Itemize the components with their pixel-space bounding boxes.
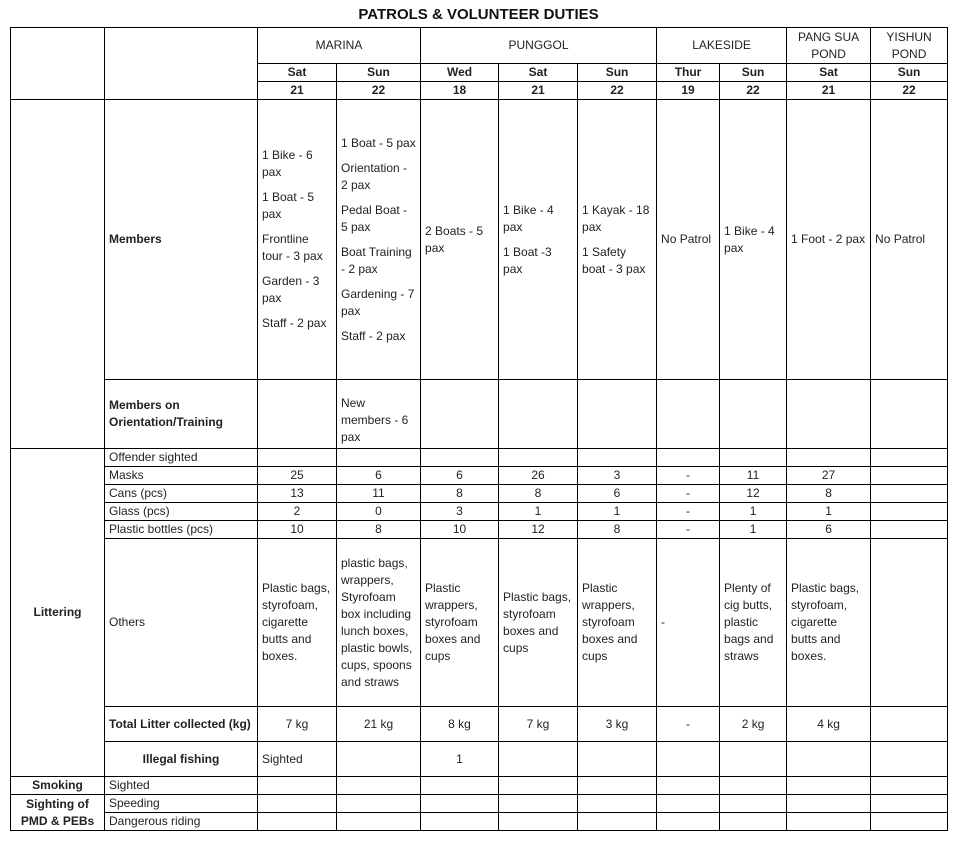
- member-entry: Staff - 2 pax: [341, 328, 406, 343]
- blank-category-cell: [11, 100, 105, 449]
- members-cell: [720, 100, 787, 380]
- member-entry: Boat Training - 2 pax: [341, 244, 412, 276]
- member-entry: 1 Bike - 6 pax: [262, 148, 313, 179]
- location-marina: MARINA: [258, 28, 421, 64]
- total-litter-cell: 7 kg: [499, 707, 578, 742]
- empty-cell: [720, 813, 787, 831]
- members-cell: [787, 100, 871, 380]
- orientation-cell: [871, 380, 948, 449]
- empty-cell: [657, 795, 720, 813]
- dangerous-riding-label: Dangerous riding: [105, 813, 258, 831]
- empty-cell: [337, 813, 421, 831]
- litter-count-cell: 1: [720, 521, 787, 539]
- pmd-speeding-row: [11, 795, 948, 813]
- illegal-fishing-row: [11, 742, 948, 777]
- litter-row: [11, 485, 948, 503]
- member-entry: 1 Bike - 4 pax: [503, 202, 554, 234]
- members-cell: [871, 100, 948, 380]
- litter-count-cell: 6: [421, 467, 499, 485]
- members-cell: [421, 100, 499, 380]
- litter-row: [11, 521, 948, 539]
- members-row: [11, 100, 948, 380]
- total-litter-cell: 21 kg: [337, 707, 421, 742]
- orientation-cell: New members - 6 pax: [337, 380, 421, 449]
- litter-count-cell: 3: [421, 503, 499, 521]
- total-litter-cell: 7 kg: [258, 707, 337, 742]
- litter-count-cell: 0: [337, 503, 421, 521]
- total-litter-cell: [871, 707, 948, 742]
- orientation-cell: [258, 380, 337, 449]
- member-entry: Orientation - 2 pax: [341, 160, 408, 192]
- member-entry: 1 Boat - 5 pax: [341, 135, 416, 150]
- day-header: Sat: [258, 64, 337, 82]
- empty-cell: [258, 777, 337, 795]
- illegal-fishing-cell: [720, 742, 787, 777]
- date-header: 22: [578, 82, 657, 100]
- empty-cell: [787, 777, 871, 795]
- member-entry: Garden - 3 pax: [262, 274, 320, 305]
- offender-cell: [499, 449, 578, 467]
- member-entry: Frontline tour - 3 pax: [262, 232, 323, 263]
- empty-cell: [657, 813, 720, 831]
- offender-cell: [657, 449, 720, 467]
- member-entry: 1 Foot - 2 pax: [791, 232, 866, 246]
- member-entry: 1 Bike - 4 pax: [724, 223, 775, 255]
- member-entry: 1 Safety boat - 3 pax: [582, 244, 646, 276]
- litter-count-cell: 6: [337, 467, 421, 485]
- member-entry: No Patrol: [875, 232, 926, 246]
- empty-cell: [787, 813, 871, 831]
- date-header: 18: [421, 82, 499, 100]
- day-header: Sun: [720, 64, 787, 82]
- day-header: Sun: [871, 64, 948, 82]
- litter-label: Cans (pcs): [105, 485, 258, 503]
- illegal-fishing-cell: [578, 742, 657, 777]
- smoking-category: Smoking: [11, 777, 105, 795]
- litter-count-cell: 12: [499, 521, 578, 539]
- illegal-fishing-cell: [787, 742, 871, 777]
- offender-cell: [787, 449, 871, 467]
- litter-count-cell: 25: [258, 467, 337, 485]
- others-cell: Plastic bags, styrofoam, cigarette butts and boxes.: [787, 539, 871, 707]
- pmd-category: Sighting of PMD & PEBs: [11, 795, 105, 831]
- others-cell: Plastic bags, styrofoam, cigarette butts and boxes.: [258, 539, 337, 707]
- document-title: PATROLS & VOLUNTEER DUTIES: [358, 6, 599, 23]
- litter-count-cell: 12: [720, 485, 787, 503]
- location-punggol: PUNGGOL: [421, 28, 657, 64]
- orientation-row: [11, 380, 948, 449]
- total-litter-row: [11, 707, 948, 742]
- litter-count-cell: 8: [337, 521, 421, 539]
- offender-cell: [421, 449, 499, 467]
- member-entry: Pedal Boat - 5 pax: [341, 202, 408, 234]
- litter-count-cell: -: [657, 485, 720, 503]
- total-litter-label: Total Litter collected (kg): [105, 707, 258, 742]
- members-cell: [337, 100, 421, 380]
- litter-count-cell: 2: [258, 503, 337, 521]
- member-entry: 1 Boat - 5 pax: [262, 190, 315, 221]
- empty-cell: [421, 777, 499, 795]
- others-cell: Plastic wrappers, styrofoam boxes and cups: [421, 539, 499, 707]
- litter-count-cell: 8: [578, 521, 657, 539]
- empty-cell: [657, 777, 720, 795]
- litter-count-cell: [871, 503, 948, 521]
- illegal-fishing-cell: [337, 742, 421, 777]
- date-header: 21: [499, 82, 578, 100]
- empty-cell: [258, 813, 337, 831]
- member-entry: Gardening - 7 pax: [341, 286, 415, 318]
- illegal-fishing-cell: [657, 742, 720, 777]
- litter-count-cell: [871, 485, 948, 503]
- others-row: [11, 539, 948, 707]
- others-cell: [871, 539, 948, 707]
- location-lakeside: LAKESIDE: [657, 28, 787, 64]
- empty-cell: [258, 795, 337, 813]
- date-header: 22: [720, 82, 787, 100]
- litter-count-cell: -: [657, 521, 720, 539]
- empty-cell: [499, 813, 578, 831]
- members-cell: [578, 100, 657, 380]
- orientation-cell: [499, 380, 578, 449]
- orientation-cell: [720, 380, 787, 449]
- littering-category: Littering: [11, 449, 105, 777]
- litter-count-cell: 8: [421, 485, 499, 503]
- empty-cell: [578, 813, 657, 831]
- litter-count-cell: 11: [337, 485, 421, 503]
- date-header: 22: [871, 82, 948, 100]
- litter-row: [11, 503, 948, 521]
- date-header: 21: [787, 82, 871, 100]
- illegal-fishing-category: Illegal fishing: [105, 742, 258, 777]
- litter-count-cell: 1: [499, 503, 578, 521]
- blank-header-cell: [105, 28, 258, 100]
- total-litter-cell: 2 kg: [720, 707, 787, 742]
- empty-cell: [720, 795, 787, 813]
- offender-sighted-label: Offender sighted: [105, 449, 258, 467]
- illegal-fishing-cell: [871, 742, 948, 777]
- speeding-label: Speeding: [105, 795, 258, 813]
- litter-count-cell: 26: [499, 467, 578, 485]
- day-header: Sun: [578, 64, 657, 82]
- empty-cell: [787, 795, 871, 813]
- empty-cell: [871, 813, 948, 831]
- patrol-duty-table: [10, 27, 948, 831]
- day-header: Sun: [337, 64, 421, 82]
- illegal-fishing-cell: [499, 742, 578, 777]
- litter-count-cell: 13: [258, 485, 337, 503]
- litter-count-cell: 8: [499, 485, 578, 503]
- offender-row: [11, 449, 948, 467]
- member-entry: 1 Boat -3 pax: [503, 244, 552, 276]
- illegal-fishing-cell: 1: [421, 742, 499, 777]
- litter-count-cell: -: [657, 503, 720, 521]
- empty-cell: [871, 795, 948, 813]
- litter-count-cell: -: [657, 467, 720, 485]
- others-cell: Plenty of cig butts, plastic bags and straws: [720, 539, 787, 707]
- litter-count-cell: 1: [578, 503, 657, 521]
- members-label: Members: [105, 100, 258, 380]
- orientation-cell: [578, 380, 657, 449]
- members-cell: [499, 100, 578, 380]
- litter-count-cell: 6: [787, 521, 871, 539]
- total-litter-cell: -: [657, 707, 720, 742]
- day-header: Thur: [657, 64, 720, 82]
- empty-cell: [499, 795, 578, 813]
- orientation-cell: [421, 380, 499, 449]
- litter-count-cell: 27: [787, 467, 871, 485]
- empty-cell: [499, 777, 578, 795]
- location-header-row: [11, 28, 948, 64]
- others-cell: Plastic wrappers, styrofoam boxes and cups: [578, 539, 657, 707]
- litter-count-cell: 6: [578, 485, 657, 503]
- orientation-cell: [657, 380, 720, 449]
- empty-cell: [421, 795, 499, 813]
- member-entry: No Patrol: [661, 232, 712, 246]
- date-header: 22: [337, 82, 421, 100]
- litter-row: [11, 467, 948, 485]
- location-pang-sua-pond: PANG SUA POND: [787, 28, 871, 64]
- litter-count-cell: 10: [421, 521, 499, 539]
- litter-count-cell: 1: [720, 503, 787, 521]
- orientation-cell: [787, 380, 871, 449]
- members-cell: [258, 100, 337, 380]
- others-cell: Plastic bags, styrofoam boxes and cups: [499, 539, 578, 707]
- offender-cell: [871, 449, 948, 467]
- day-header: Sat: [787, 64, 871, 82]
- illegal-fishing-sighted-label: Sighted: [258, 742, 337, 777]
- litter-count-cell: 1: [787, 503, 871, 521]
- total-litter-cell: 3 kg: [578, 707, 657, 742]
- date-header: 19: [657, 82, 720, 100]
- smoking-row: [11, 777, 948, 795]
- litter-label: Glass (pcs): [105, 503, 258, 521]
- member-entry: 1 Kayak - 18 pax: [582, 202, 650, 234]
- day-header: Sat: [499, 64, 578, 82]
- litter-count-cell: [871, 467, 948, 485]
- empty-cell: [578, 777, 657, 795]
- litter-label: Plastic bottles (pcs): [105, 521, 258, 539]
- empty-cell: [578, 795, 657, 813]
- others-cell: -: [657, 539, 720, 707]
- members-cell: [657, 100, 720, 380]
- empty-cell: [421, 813, 499, 831]
- member-entry: Staff - 2 pax: [262, 316, 327, 330]
- blank-header-cell: [11, 28, 105, 100]
- litter-count-cell: 10: [258, 521, 337, 539]
- empty-cell: [720, 777, 787, 795]
- orientation-label: Members on Orientation/Training: [105, 380, 258, 449]
- empty-cell: [337, 777, 421, 795]
- member-entry: 2 Boats - 5 pax: [425, 223, 484, 255]
- day-header: Wed: [421, 64, 499, 82]
- litter-count-cell: 11: [720, 467, 787, 485]
- litter-count-cell: 8: [787, 485, 871, 503]
- offender-cell: [578, 449, 657, 467]
- others-label: Others: [105, 539, 258, 707]
- pmd-dangerous-row: [11, 813, 948, 831]
- litter-label: Masks: [105, 467, 258, 485]
- date-header: 21: [258, 82, 337, 100]
- litter-count-cell: 3: [578, 467, 657, 485]
- total-litter-cell: 8 kg: [421, 707, 499, 742]
- offender-cell: [337, 449, 421, 467]
- smoking-sighted-label: Sighted: [105, 777, 258, 795]
- offender-cell: [258, 449, 337, 467]
- location-yishun-pond: YISHUN POND: [871, 28, 948, 64]
- empty-cell: [337, 795, 421, 813]
- empty-cell: [871, 777, 948, 795]
- others-cell: plastic bags, wrappers, Styrofoam box including lunch boxes, plastic bowls, cups, spoons and straws: [337, 539, 421, 707]
- offender-cell: [720, 449, 787, 467]
- litter-count-cell: [871, 521, 948, 539]
- total-litter-cell: 4 kg: [787, 707, 871, 742]
